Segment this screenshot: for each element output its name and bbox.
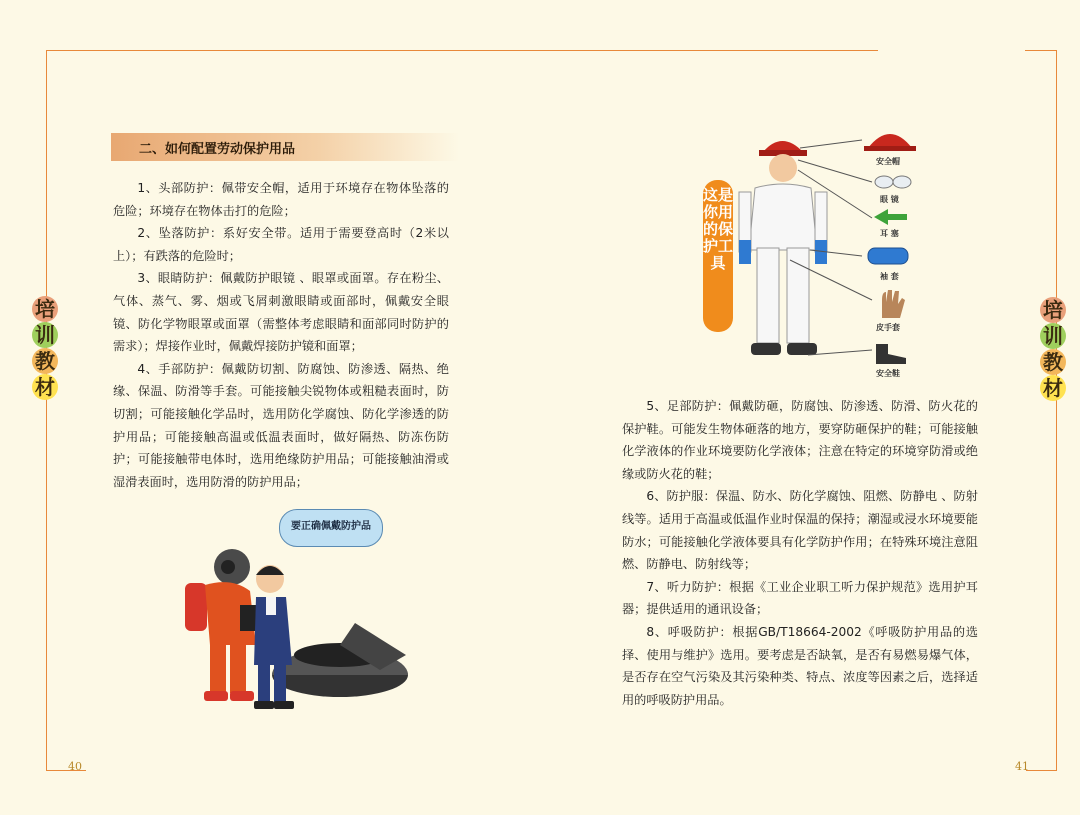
gear-label-leather-gloves: 皮手套 [876,322,900,332]
paragraph-hearing-protection: 7、听力防护：根据《工业企业职工听力保护规范》选用护耳器；提供适用的通讯设备； [622,579,978,617]
paragraph-respiratory-protection: 8、呼吸防护：根据GB/T18664-2002《呼吸防护用品的选择、使用与维护》选用。要考虑是否缺氧，是否有易燃易爆气体，是否存在空气污染及其污染种类、特点、浓度等因素之后，选择适用的呼吸防护用品。 [622,624,978,707]
speech-bubble-text: 要正确佩戴防护品 [291,521,371,532]
leather-glove-icon [878,288,906,320]
page-number-left: 40 [68,760,82,773]
goggles-icon [872,173,914,191]
sleeve-icon [866,245,910,267]
frame-line-top-right [1025,50,1057,51]
paragraph-hand-protection: 4、手部防护：佩戴防切割、防腐蚀、防渗透、隔热、绝缘、保温、防滑等手套。可能接触尖锐物体或粗糙表面时，防切割；可能接触化学品时，选用防化学腐蚀、防化学渗透的防护用品；可能接触高温或低温表面时，做好隔热、防冻伤防护；可能接触带电体时，选用绝缘防护用品；可能接触油滑或湿滑表面时，选用防滑的防护用品； [113,361,449,489]
side-tab-char: 培 [32,296,58,322]
side-tab-right [1040,297,1068,401]
earplug-icon [874,209,908,225]
gear-label-earplugs: 耳 塞 [880,228,899,238]
right-text-column [622,395,978,711]
gear-label-safety-shoes: 安全鞋 [876,368,900,378]
vertical-banner-text: 这是你用的保护工具 [703,186,734,272]
side-tab-char: 训 [1040,323,1066,349]
side-tab-left [32,296,60,400]
side-tab-char: 训 [32,322,58,348]
side-tab-char: 材 [1040,375,1066,401]
paragraph-foot-protection: 5、足部防护：佩戴防砸，防腐蚀、防渗透、防滑、防火花的保护鞋。可能发生物体砸落的地方，要穿防砸保护的鞋；可能接触化学液体的作业环境要防化学液体；注意在特定的环境穿防滑或绝缘或防火花的鞋； [622,399,978,481]
section-heading [111,133,459,161]
paragraph-protective-clothing: 6、防护服：保温、防水、防化学腐蚀、阻燃、防静电 、防射线等。适用于高温或低温作业时保温的保持；潮湿或浸水环境要能防水；可能接触化学液体要具有化学防护作用；在特殊环境注意阻燃、防静电、防射线等； [622,489,978,572]
side-tab-char: 材 [32,374,58,400]
side-tab-char: 教 [32,348,58,374]
safety-boot-icon [872,342,908,366]
side-tab-char: 培 [1040,297,1066,323]
paragraph-head-protection: 1、头部防护：佩带安全帽，适用于环境存在物体坠落的危险；环境存在物体击打的危险； [113,181,449,218]
gear-label-goggles: 眼 镜 [880,194,899,204]
frame-line-bottom-right [1026,770,1057,771]
section-heading-text: 二、如何配置劳动保护用品 [139,142,296,157]
paragraph-fall-protection: 2、坠落防护：系好安全带。适用于需要登高时（2米以上）；有跌落的危险时； [113,226,449,263]
side-tab-char: 教 [1040,349,1066,375]
frame-line-right [1056,50,1057,770]
gear-label-hard-hat: 安全帽 [876,156,900,166]
gear-label-sleeves: 袖 套 [880,271,899,281]
frame-line-top-left [46,50,878,51]
paragraph-eye-protection: 3、眼睛防护：佩戴防护眼镜 、眼罩或面罩。存在粉尘、气体、蒸气、雾、烟或飞屑刺激眼睛或面部时，佩戴安全眼镜、防化学物眼罩或面罩（需整体考虑眼睛和面部同时防护的需求）；焊接作业时，佩戴焊接防护镜和面罩； [113,271,449,354]
frame-line-left [46,50,47,770]
left-text-column [113,177,449,493]
hard-hat-icon [864,126,916,154]
page-number-right: 41 [1015,760,1029,773]
speech-bubble [279,509,383,547]
